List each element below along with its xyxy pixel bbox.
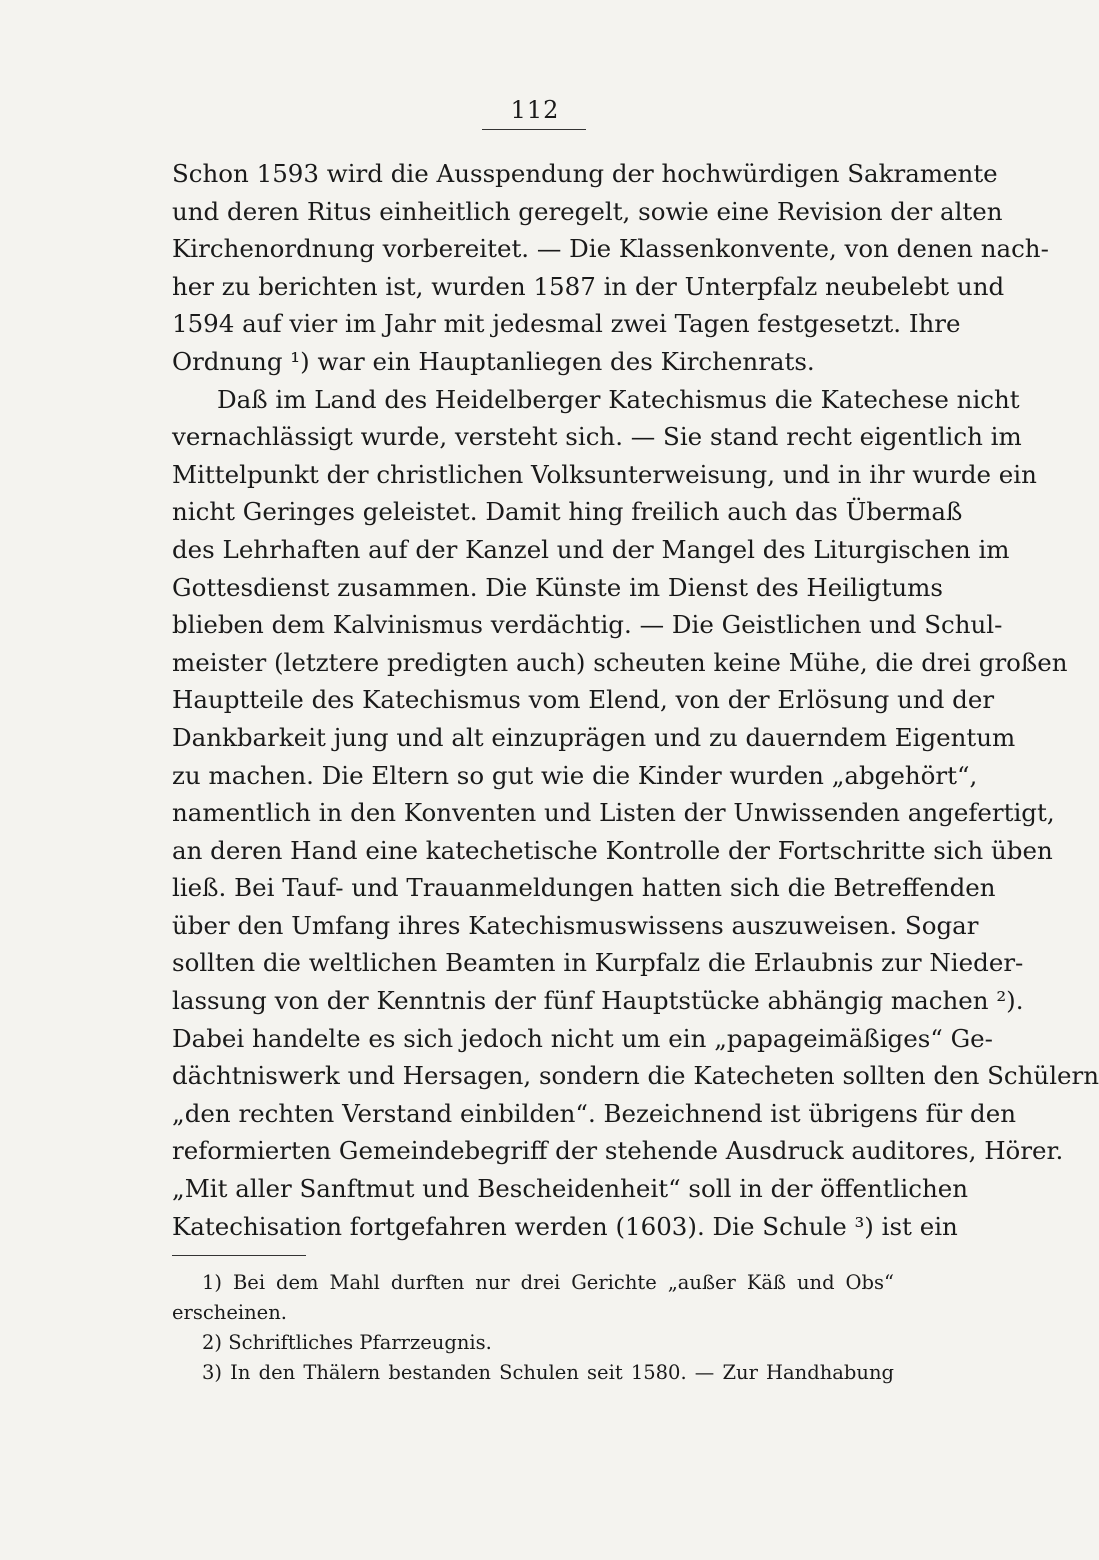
- page-number: 112: [510, 96, 560, 124]
- text-line: meister (letztere predigten auch) scheuten keine Mühe, die drei großen: [172, 647, 1068, 677]
- text-line: an deren Hand eine katechetische Kontrolle der Fortschritte sich üben: [172, 835, 1053, 865]
- text-line: Mittelpunkt der christlichen Volksunterweisung, und in ihr wurde ein: [172, 459, 1037, 489]
- text-line: 1594 auf vier im Jahr mit jedesmal zwei Tagen festgesetzt. Ihre: [172, 309, 961, 339]
- header-rule: [482, 129, 586, 130]
- footnote-rule: [172, 1255, 306, 1256]
- body-text: [172, 155, 1099, 1245]
- text-line: zu machen. Die Eltern so gut wie die Kinder wurden „abgehört“,: [172, 760, 978, 790]
- text-line: Dabei handelte es sich jedoch nicht um ein „papageimäßiges“ Ge-: [172, 1023, 993, 1053]
- text-line: „Mit aller Sanftmut und Bescheidenheit“ soll in der öffentlichen: [172, 1174, 969, 1204]
- footnote-line: 3) In den Thälern bestanden Schulen seit 1580. — Zur Handhabung: [202, 1361, 894, 1384]
- text-line: Gottesdienst zusammen. Die Künste im Dienst des Heiligtums: [172, 572, 943, 602]
- text-line: dächtniswerk und Hersagen, sondern die Katecheten sollten den Schülern: [172, 1061, 1099, 1091]
- footnotes: [172, 1268, 894, 1388]
- footnote-line: 2) Schriftliches Pfarrzeugnis.: [202, 1331, 492, 1354]
- footnote-3: [172, 1358, 894, 1388]
- text-line: lassung von der Kenntnis der fünf Hauptstücke abhängig machen ²).: [172, 986, 1024, 1016]
- text-line: Katechisation fortgefahren werden (1603). Die Schule ³) ist ein: [172, 1211, 958, 1241]
- text-line: namentlich in den Konventen und Listen der Unwissenden angefertigt,: [172, 798, 1055, 828]
- text-line: Kirchenordnung vorbereitet. — Die Klassenkonvente, von denen nach-: [172, 234, 1049, 264]
- text-line: sollten die weltlichen Beamten in Kurpfalz die Erlaubnis zur Nieder-: [172, 948, 1024, 978]
- footnote-line: erscheinen.: [172, 1301, 287, 1324]
- text-line: Hauptteile des Katechismus vom Elend, von der Erlösung und der: [172, 685, 995, 715]
- text-line: und deren Ritus einheitlich geregelt, sowie eine Revision der alten: [172, 196, 1003, 226]
- text-line: ließ. Bei Tauf- und Trauanmeldungen hatten sich die Betreffenden: [172, 873, 996, 903]
- text-line: Daß im Land des Heidelberger Katechismus die Katechese nicht: [217, 384, 1020, 414]
- footnote-line: 1) Bei dem Mahl durften nur drei Gerichte „außer Käß und Obs“: [202, 1271, 894, 1294]
- paragraph-2: [172, 381, 1099, 1246]
- text-line: vernachlässigt wurde, versteht sich. — Sie stand recht eigentlich im: [172, 422, 1022, 452]
- text-line: nicht Geringes geleistet. Damit hing freilich auch das Übermaß: [172, 497, 963, 527]
- text-line: Schon 1593 wird die Ausspendung der hochwürdigen Sakramente: [172, 159, 998, 188]
- text-line: Ordnung ¹) war ein Hauptanliegen des Kirchenrats.: [172, 346, 815, 376]
- text-line: über den Umfang ihres Katechismuswissens auszuweisen. Sogar: [172, 910, 979, 940]
- text-line: reformierten Gemeindebegriff der stehende Ausdruck auditores, Hörer.: [172, 1136, 1064, 1166]
- text-line: „den rechten Verstand einbilden“. Bezeichnend ist übrigens für den: [172, 1098, 1016, 1128]
- text-line: her zu berichten ist, wurden 1587 in der Unterpfalz neubelebt und: [172, 271, 1005, 301]
- paragraph-1: [172, 155, 1049, 381]
- footnote-2: [172, 1328, 894, 1358]
- text-line: des Lehrhaften auf der Kanzel und der Mangel des Liturgischen im: [172, 534, 1010, 564]
- footnote-1: [172, 1268, 894, 1328]
- text-line: blieben dem Kalvinismus verdächtig. — Die Geistlichen und Schul-: [172, 610, 1003, 640]
- text-line: Dankbarkeit jung und alt einzuprägen und zu dauerndem Eigentum: [172, 722, 1016, 752]
